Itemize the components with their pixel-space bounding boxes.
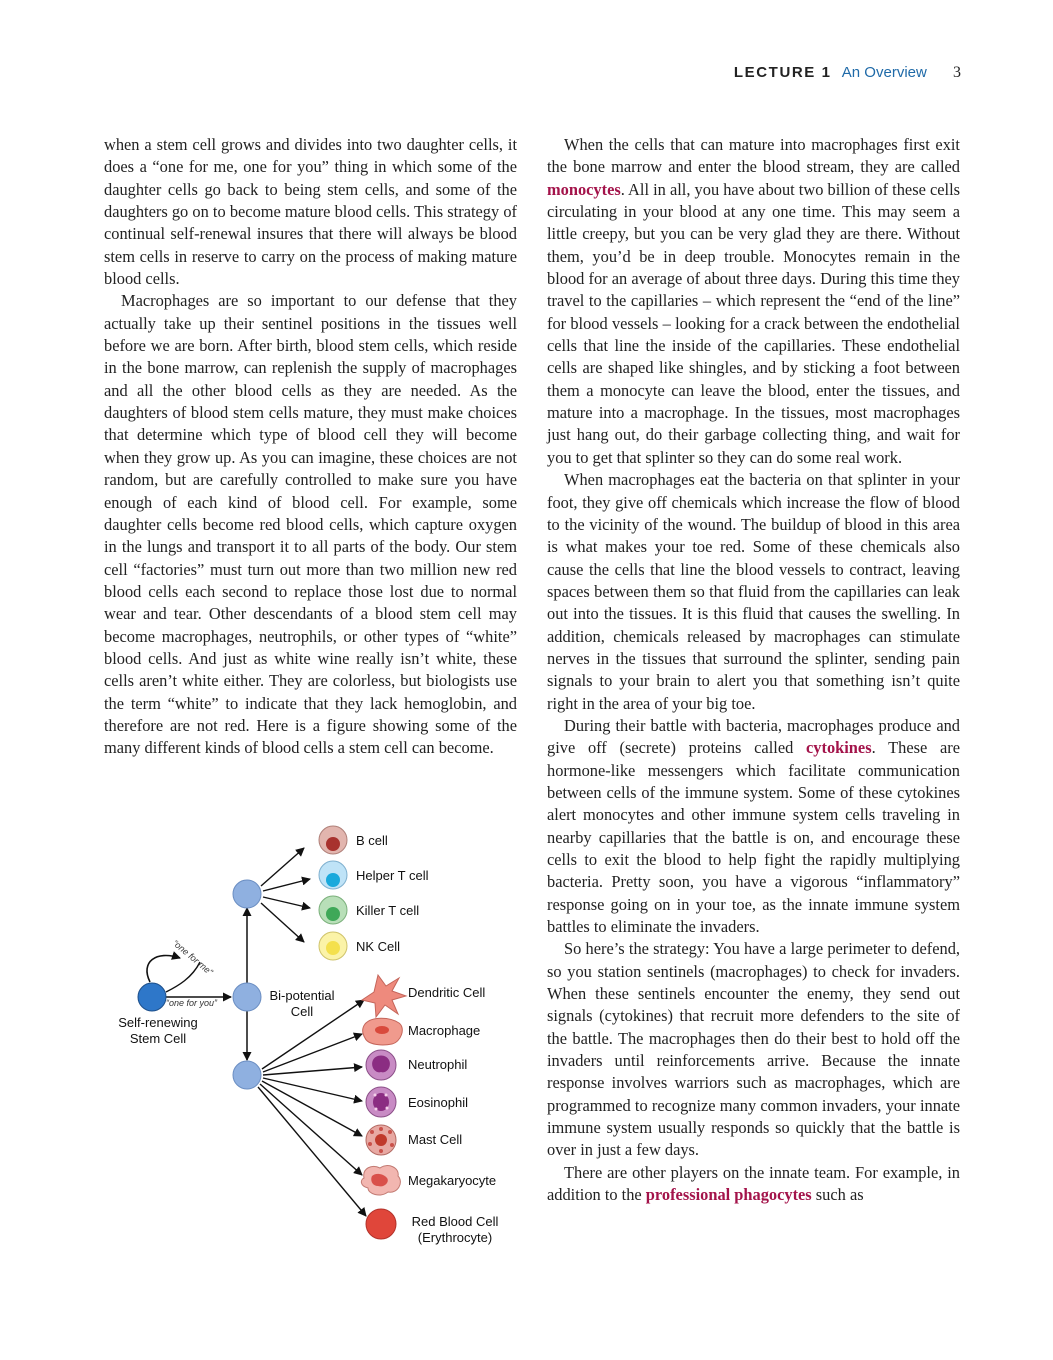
killer-t-cell-icon: [319, 896, 347, 924]
paragraph: when a stem cell grows and divides into two daughter cells, it does a “one for me, one for you” thing in which some of the daughter cells go back to being stem cells, and some of the daughters go on to become mature blood cells. This strategy of continual self-renewal insures that there will always be blood stem cells in reserve to carry on the process of making mature blood cells.: [104, 135, 517, 289]
macrophage-label: Macrophage: [408, 1023, 481, 1038]
paragraph: Macrophages are so important to our defense that they actually take up their sentinel positions in the tissues well before we are born. After birth, blood stem cells, which reside in the bone marrow, can replenish the supply of macrophages and all the other blood cells as they are needed. As the daughters of blood stem cells mature, they must make choices that determine which type of blood cell they will become when they grow up. As you can imagine, these choices are not random, but are carefully controlled to make sure you have enough of each kind of blood cell. For example, some daughter cells become red blood cells, which capture oxygen in the lungs and transport it to all parts of the body. Our stem cell “factories” must turn out more than two million new red blood cells each second to replace those lost due to normal wear and tear. Other descendants of a blood stem cell may become macrophages, neutrophils, or other types of “white” blood cells. And just as white wine really isn’t white, these cells aren’t white either. They are colorless, but biologists use the term “white” to indicate that they lack hemoglobin, and therefore are not red. Here is a figure showing some of the many different kinds of blood cells a stem cell can become.: [104, 291, 517, 758]
right-column: [547, 134, 960, 1207]
nk-cell-icon: [319, 932, 347, 960]
running-header: [734, 64, 961, 82]
arrow-to-rbc: [258, 1087, 366, 1216]
lecture-label: LECTURE 1: [733, 64, 832, 81]
bipotential-cell: [233, 983, 261, 1011]
paragraph: When macrophages eat the bacteria on that splinter in your foot, they give off chemicals which increase the flow of blood to the vicinity of the wound. The buildup of blood in this area is what makes your toe red. Some of these chemicals also cause the cells that line the blood vessels to contract, leaving spaces between them so that fluid from the capillaries can leak out into the tissues. It is this fluid that causes the swelling. In addition, chemicals released by macrophages can stimulate nerves in the tissues that surround the splinter, sending pain signals to your brain to alert you that something isn’t quite right in the area of your big toe.: [547, 470, 960, 713]
macrophage-icon: [363, 1018, 403, 1045]
paragraph: So here’s the strategy: You have a large perimeter to defend, so you station sentinels (macrophages) to check for invaders. When these sentinels encounter the enemy, they send out signals (cytokines) that recruit more defenders to the site of the battle. The macrophages then do their best to hold off the invaders until reinforcements arrive. Because the innate response involves warriors such as macrophages, which are programmed to recognize many common invaders, your innate immune system usually responds so quickly that the battle is over in just a few days.: [547, 939, 960, 1160]
eosinophil-label: Eosinophil: [408, 1095, 468, 1110]
paragraph: When the cells that can mature into macrophages first exit the bone marrow and enter the blood stream, they are called monocytes. All in all, you have about two billion of these cells circulating in your blood at any one time. This may seem a little creepy, but you can be very glad they are there. Without them, you’d be in deep trouble. Monocytes remain in the blood for an average of about three days. During this time they travel to the capillaries – which represent the “end of the line” for blood vessels – looking for a crack between the endothelial cells that line the inside of the capillaries. These endothelial cells are shaped like shingles, and by sticking a foot between them a monocyte can leave the blood, enter the tissues, and mature into a macrophage. In the tissues, most macrophages just hang out, do their garbage collecting thing, and wait for you to get that splinter so they can do some real work.: [547, 135, 960, 467]
arrow-to-macrophage: [263, 1034, 362, 1072]
b-cell-label: B cell: [356, 833, 388, 848]
self-renewal-arrow: [147, 955, 180, 982]
dendritic-cell-icon: [362, 975, 406, 1017]
mast-cell-icon: [366, 1125, 396, 1155]
page-number: 3: [953, 64, 961, 81]
left-column: [104, 134, 517, 760]
lymphoid-progenitor-cell: [233, 880, 261, 908]
dendritic-cell-label: Dendritic Cell: [408, 985, 486, 1000]
red-blood-cell-label: Red Blood Cell (Erythrocyte): [411, 1214, 499, 1245]
neutrophil-icon: [366, 1050, 396, 1080]
neutrophil-label: Neutrophil: [408, 1057, 468, 1072]
paragraph: There are other players on the innate team. For example, in addition to the professional phagocytes such as: [547, 1162, 960, 1205]
eosinophil-icon: [366, 1087, 396, 1117]
mast-cell-label: Mast Cell: [408, 1132, 463, 1147]
nk-cell-label: NK Cell: [356, 939, 401, 954]
blood-cell-lineage-figure: [100, 810, 530, 1260]
myeloid-progenitor-cell: [233, 1061, 261, 1089]
arrow-to-b-cell: [261, 848, 304, 886]
section-title: An Overview: [841, 64, 927, 81]
term-monocytes: monocytes: [547, 179, 621, 199]
term-professional-phagocytes: professional phagocytes: [645, 1185, 812, 1205]
red-blood-cell-icon: [366, 1209, 396, 1239]
helper-t-cell-label: Helper T cell: [356, 868, 429, 883]
term-cytokines: cytokines: [806, 738, 872, 758]
arrow-to-helper-t: [263, 879, 310, 891]
stem-cell-label: Self-renewing Stem Cell: [118, 1015, 198, 1046]
stem-cell: [138, 983, 166, 1011]
megakaryocyte-icon: [361, 1166, 400, 1195]
helper-t-cell-icon: [319, 861, 347, 889]
bipotential-cell-label: Bi-potential Cell: [269, 988, 335, 1019]
arrow-to-neutrophil: [263, 1067, 362, 1075]
arrow-to-killer-t: [263, 897, 310, 908]
megakaryocyte-label: Megakaryocyte: [408, 1173, 497, 1188]
killer-t-cell-label: Killer T cell: [356, 903, 420, 918]
self-renewal-arc: [166, 962, 200, 992]
arrow-to-nk-cell: [261, 903, 304, 942]
paragraph: During their battle with bacteria, macrophages produce and give off (secrete) proteins called cytokines. These are hormone-like messengers which facilitate communication between cells of the immune system. Some of these cytokines alert monocytes and other immune system cells traveling in nearby capillaries that the battle is on, and encourage these cells to exit the blood to help fight the rapidly multiplying bacteria. Pretty soon, you have a vigorous “inflammatory” response going on in your toe, as the innate immune system battles to eliminate the invaders.: [547, 715, 960, 937]
one-for-you-label: “one for you”: [166, 998, 218, 1008]
b-cell-icon: [319, 826, 347, 854]
one-for-me-label: “one for me”: [170, 937, 215, 978]
